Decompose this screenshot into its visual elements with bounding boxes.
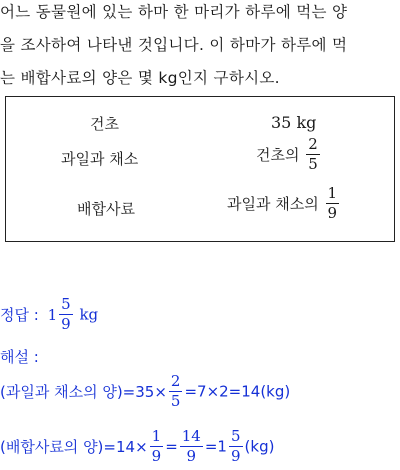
row3-fraction (326, 186, 340, 221)
expl2-f2-numerator: 14 (181, 427, 201, 445)
row2-prefix: 건초의 (256, 146, 300, 164)
expl2-fraction-3 (229, 429, 243, 464)
question-line-2: 을 조사하여 나타낸 것입니다. 이 하마가 하루에 먹 (0, 36, 348, 54)
expl2-f3-denominator: 9 (230, 447, 241, 465)
row3-fraction-numerator: 1 (327, 184, 338, 202)
expl2-fraction-2 (180, 429, 203, 464)
expl2-eq2: =1 (204, 437, 227, 456)
expl2-fraction-1 (150, 429, 164, 464)
expl2-eq1: = (165, 437, 178, 456)
row1-value: 35 kg (271, 113, 317, 132)
answer-whole: 1 (47, 305, 58, 324)
expl1-denominator: 5 (170, 392, 181, 410)
question-line-3: 는 배합사료의 양은 몇 kg인지 구하시오. (0, 69, 280, 87)
explanation-line-2 (0, 429, 274, 464)
explanation-label: 해설 : (0, 348, 39, 366)
expl2-f1-denominator: 9 (151, 447, 162, 465)
expl2-f2-denominator: 9 (186, 447, 197, 465)
expl1-numerator: 2 (170, 372, 181, 390)
explanation-line-1 (0, 374, 290, 409)
expl2-f1-numerator: 1 (151, 427, 162, 445)
answer-denominator: 9 (61, 315, 71, 333)
row3-fraction-denominator: 9 (327, 204, 338, 222)
row1-label: 건초 (90, 115, 119, 133)
expl1-lhs: (과일과 채소의 양)=35× (0, 383, 167, 401)
expl2-unit: (kg) (244, 437, 275, 456)
expl1-fraction (169, 374, 183, 409)
data-table-box (5, 96, 395, 242)
expl1-rhs: =7×2=14(kg) (184, 382, 291, 401)
answer-line (0, 297, 98, 332)
row2-fraction (306, 137, 320, 172)
question-line-1: 어느 동물원에 있는 하마 한 마리가 하루에 먹는 양 (0, 3, 348, 21)
row3-prefix: 과일과 채소의 (227, 195, 319, 213)
row2-fraction-numerator: 2 (308, 135, 318, 153)
row2-value (256, 137, 322, 172)
answer-label: 정답 : (0, 306, 39, 324)
row3-value (227, 186, 341, 221)
row3-label: 배합사료 (77, 200, 135, 218)
row2-fraction-denominator: 5 (308, 155, 318, 173)
row2-label: 과일과 채소 (61, 150, 139, 168)
answer-fraction (59, 297, 73, 332)
answer-numerator: 5 (61, 295, 71, 313)
expl2-lhs: (배합사료의 양)=14× (0, 438, 148, 456)
expl2-f3-numerator: 5 (230, 427, 241, 445)
answer-unit: kg (79, 305, 99, 324)
